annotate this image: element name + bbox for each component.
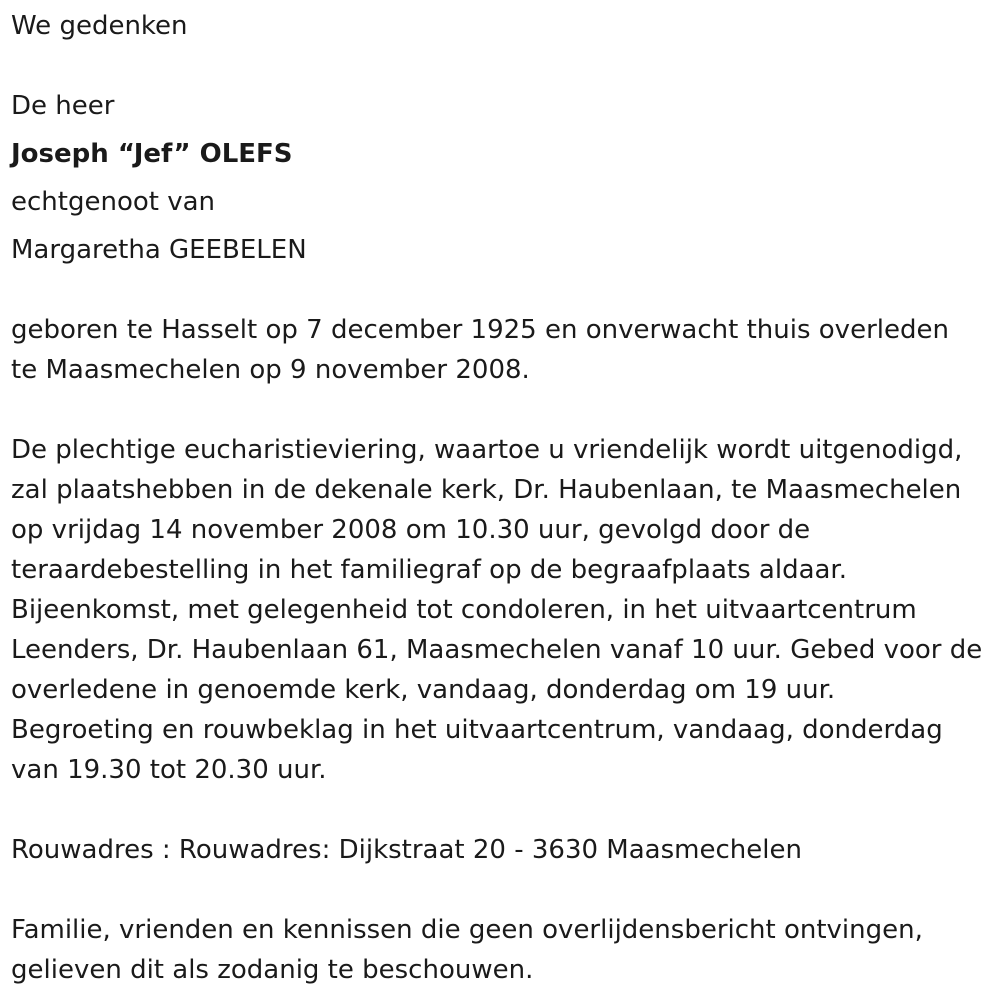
paragraph-line: zal plaatshebben in de dekenale kerk, Dr. Haubenlaan, te Maasmechelen [11,475,962,505]
birth-death-paragraph [11,310,991,390]
paragraph-line: te Maasmechelen op 9 november 2008. [11,355,530,385]
paragraph-line: Bijeenkomst, met gelegenheid tot condoleren, in het uitvaartcentrum [11,595,917,625]
salutation: De heer [11,91,115,121]
spacer [11,390,991,430]
paragraph-line: gelieven dit als zodanig te beschouwen. [11,955,534,985]
paragraph-line: Begroeting en rouwbeklag in het uitvaartcentrum, vandaag, donderdag [11,715,943,745]
paragraph-line: van 19.30 tot 20.30 uur. [11,755,327,785]
paragraph-line: geboren te Hasselt op 7 december 1925 en onverwacht thuis overleden [11,315,949,345]
paragraph-line: De plechtige eucharistieviering, waartoe u vriendelijk wordt uitgenodigd, [11,435,963,465]
paragraph-line: op vrijdag 14 november 2008 om 10.30 uur, gevolgd door de [11,515,811,545]
mourning-address: Rouwadres : Rouwadres: Dijkstraat 20 - 3630 Maasmechelen [11,835,802,865]
relation-label: echtgenoot van [11,187,216,217]
obituary-notice [11,6,991,990]
deceased-name: Joseph “Jef” OLEFS [11,139,293,169]
paragraph-line: teraardebestelling in het familiegraf op de begraafplaats aldaar. [11,555,847,585]
intro-text: We gedenken [11,11,188,41]
closing-paragraph [11,910,991,990]
ceremony-paragraph [11,430,991,790]
paragraph-line: Leenders, Dr. Haubenlaan 61, Maasmechelen vanaf 10 uur. Gebed voor de [11,635,983,665]
paragraph-line: overledene in genoemde kerk, vandaag, donderdag om 19 uur. [11,675,836,705]
paragraph-line: Familie, vrienden en kennissen die geen overlijdensbericht ontvingen, [11,915,923,945]
spacer [11,870,991,910]
spacer [11,790,991,830]
partner-name: Margaretha GEEBELEN [11,235,307,265]
spacer [11,46,991,86]
spacer [11,270,991,310]
